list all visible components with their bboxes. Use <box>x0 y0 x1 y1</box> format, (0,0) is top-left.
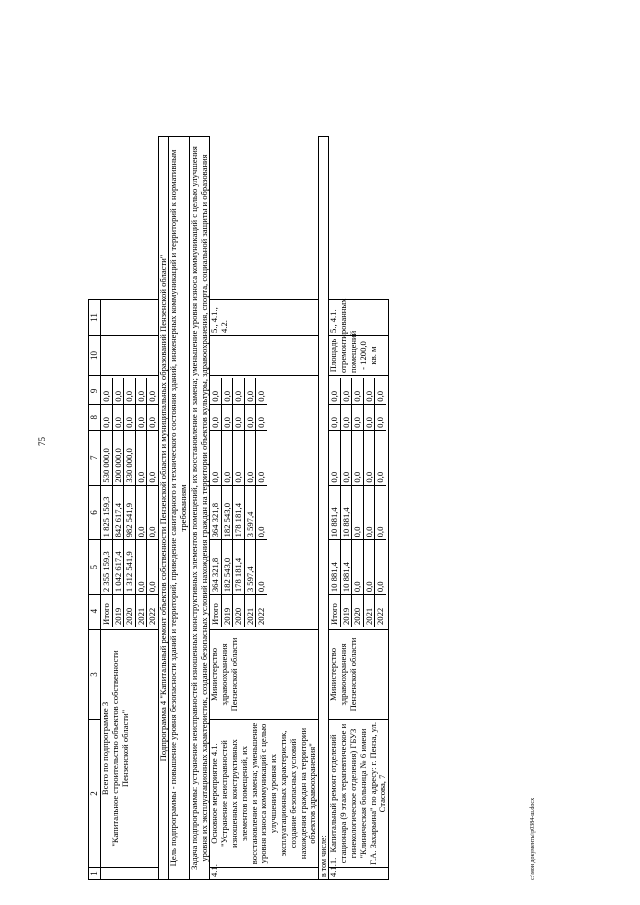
col-num-4: 4 <box>89 595 100 627</box>
measure-411-number: 4.1.1. <box>329 868 389 880</box>
measure-41-links: 5., 4.1., 4.2. <box>210 300 319 336</box>
total-subtitle: "Капитальное строительство объектов собственности Пензенской области" <box>109 650 130 847</box>
measure-411-name: Капитальный ремонт отделений стационара (9 этаж терапевтическое и гинекологическое отделения) ГБУЗ "Клиническая больница № 6 имени Г.А. Захарьина" по адресу: г. Пенза, ул. Стасова, 7 <box>329 720 389 868</box>
col-num-9: 9 <box>89 388 99 394</box>
measure-411-links: 5., 4.1. <box>329 300 389 336</box>
rotated-table-page <box>88 24 538 880</box>
col-num-3: 3 <box>89 630 101 720</box>
table-row: Итого 10 881,4 10 881,4 0,0 0,0 0,0 <box>329 378 340 627</box>
table-row: Итого 2 355 159,3 1 825 159,3 530 000,0 0,0 0,0 <box>101 378 112 627</box>
total-finance-cell <box>101 376 159 630</box>
total-title: Всего по подпрограмме 3 <box>100 701 110 796</box>
col-num-1: 1 <box>89 868 101 880</box>
measure-411-indicator: Площадь отремонтированных помещений - 1200,0 кв. м <box>329 336 389 376</box>
subprogram4-task-row <box>189 25 210 880</box>
col-num-7: 7 <box>89 430 100 485</box>
measure-41-name: Основное мероприятие 4.1. "Устранение неисправностей изношенных конструктивных элементов помещений, их восстановление и замена; уменьшение уровня износа коммуникаций с целью улучшения уровня их эксплуатационных характеристик, создание безопасных условий нахождения граждан на территории объектов здравоохранения" <box>210 720 319 868</box>
subprogram4-goal-row <box>169 25 190 880</box>
table-row: 2020 178 181,4 178 181,4 0,0 0,0 0,0 <box>233 378 245 627</box>
measure-41-indicator <box>210 336 319 376</box>
col-num-6: 6 <box>89 485 100 540</box>
table-row: 2019 182 543,0 182 543,0 0,0 0,0 0,0 <box>221 378 233 627</box>
including-label: в том числе: <box>319 137 329 880</box>
table-row: 2022 0,0 0,0 0,0 0,0 0,0 <box>256 390 267 625</box>
measure-411-row <box>329 25 389 880</box>
table-row: Итого 364 321,8 364 321,8 0,0 0,0 0,0 <box>210 378 221 627</box>
col-num-2: 2 <box>89 720 101 868</box>
measure-41-row <box>210 25 319 880</box>
col-num-5: 5 <box>89 540 100 595</box>
table-row: 2019 1 042 617,4 842 617,4 200 000,0 0,0 0,0 <box>112 378 124 627</box>
measure-41-number: 4.1. <box>210 868 319 880</box>
col-num-4-9 <box>89 376 101 630</box>
col-num-11: 11 <box>89 300 101 336</box>
footer-file-path: c:\мои документы\р0384-ш.docx <box>530 797 536 880</box>
subprogram4-goal: Цель подпрограммы - повышение уровня безопасности зданий и территорий, приведение санитарного и технического состояния зданий, инженерных коммуникаций и территорий к нормативным требованиям <box>169 137 190 880</box>
table-row: 2021 3 597,4 3 597,4 0,0 0,0 0,0 <box>244 378 256 627</box>
measure-41-finance <box>210 376 319 630</box>
table-row: 2021 0,0 0,0 0,0 0,0 0,0 <box>135 378 147 627</box>
table-row: 2020 0,0 0,0 0,0 0,0 0,0 <box>352 378 364 627</box>
subprogram4-title-row <box>158 25 169 880</box>
col-num-8: 8 <box>89 404 100 430</box>
subprogram4-title: Подпрограмма 4 "Капитальный ремонт объектов собственности Пензенской области и муниципальных образований Пензенской области" <box>158 137 169 880</box>
total-subprogram3-label <box>101 630 159 868</box>
table-row: 2020 1 312 541,9 982 541,9 330 000,0 0,0 0,0 <box>124 378 136 627</box>
including-row <box>319 25 329 880</box>
column-number-row <box>89 25 101 880</box>
program-table <box>88 24 389 880</box>
measure-411-executor: Министерство здравоохранения Пензенской области <box>329 630 389 720</box>
table-row: 2021 0,0 0,0 0,0 0,0 0,0 <box>363 378 375 627</box>
total-subprogram3-row <box>101 25 159 880</box>
subprogram4-task: Задача подпрограммы: устранение неисправностей изношенных конструктивных элементов помещений, их восстановление и замена; уменьшение уровня износа коммуникаций с целью улучшения уровня их эксплуатационных характеристик, создание безопасных условий нахождения граждан на территории объектов культуры, здравоохранения, спорта, социальной защиты и образования <box>189 137 210 880</box>
measure-411-finance <box>329 376 389 630</box>
page-number: 75 <box>37 437 47 446</box>
table-row: 2022 0,0 0,0 0,0 0,0 0,0 <box>375 390 386 625</box>
table-row: 2022 0,0 0,0 0,0 0,0 0,0 <box>147 390 157 625</box>
col-num-10: 10 <box>89 336 101 376</box>
measure-41-executor: Министерство здравоохранения Пензенской области <box>210 630 319 720</box>
table-row: 2019 10 881,4 10 881,4 0,0 0,0 0,0 <box>340 378 352 627</box>
